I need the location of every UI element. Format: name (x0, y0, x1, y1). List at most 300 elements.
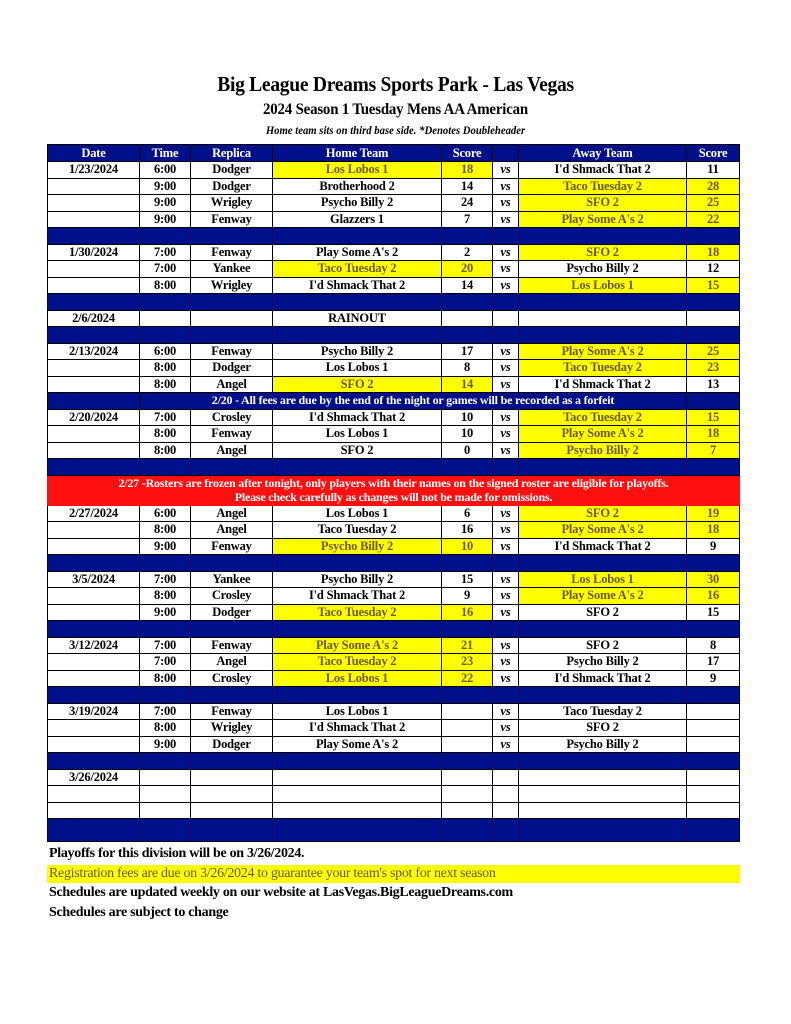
game-replica: Angel (191, 505, 273, 522)
away-team: Play Some A's 2 (519, 588, 687, 605)
away-score: 15 (687, 604, 740, 621)
divider-cell (442, 819, 493, 842)
game-row (48, 505, 740, 522)
game-row (48, 277, 740, 294)
column-header-away-team: Away Team (519, 145, 687, 162)
home-score: 15 (442, 571, 493, 588)
home-score: 10 (442, 426, 493, 443)
away-team: Los Lobos 1 (519, 277, 687, 294)
divider-cell (687, 621, 740, 638)
divider-cell (140, 294, 191, 311)
game-row (48, 637, 740, 654)
week-divider-row (48, 294, 740, 311)
divider-cell (140, 753, 191, 770)
game-time: 9:00 (140, 604, 191, 621)
divider-cell (273, 819, 442, 842)
game-replica: Wrigley (191, 277, 273, 294)
divider-cell (519, 621, 687, 638)
column-header-time: Time (140, 145, 191, 162)
home-score: 22 (442, 670, 493, 687)
divider-cell (519, 687, 687, 704)
divider-cell (493, 294, 519, 311)
away-team: Play Some A's 2 (519, 522, 687, 539)
home-team: Los Lobos 1 (273, 360, 442, 377)
vs-label: vs (493, 442, 519, 459)
away-team: Taco Tuesday 2 (519, 409, 687, 426)
game-row (48, 360, 740, 377)
game-date (48, 538, 140, 555)
divider-cell (273, 621, 442, 638)
away-score (687, 736, 740, 753)
game-time: 7:00 (140, 703, 191, 720)
game-replica: Fenway (191, 244, 273, 261)
divider-cell (140, 327, 191, 344)
away-team: I'd Shmack That 2 (519, 538, 687, 555)
game-date (48, 277, 140, 294)
divider-cell (140, 687, 191, 704)
away-score: 13 (687, 376, 740, 393)
disclaimer-note: Schedules are subject to change (49, 905, 229, 920)
home-team: I'd Shmack That 2 (273, 588, 442, 605)
divider-cell (48, 294, 140, 311)
divider-cell (493, 621, 519, 638)
away-score (687, 802, 740, 819)
divider-cell (442, 327, 493, 344)
home-team: Brotherhood 2 (273, 178, 442, 195)
game-date (48, 786, 140, 803)
home-team: Taco Tuesday 2 (273, 261, 442, 278)
game-date: 2/27/2024 (48, 505, 140, 522)
game-date: 2/13/2024 (48, 343, 140, 360)
vs-label: vs (493, 211, 519, 228)
divider-cell (191, 555, 273, 572)
game-date: 3/5/2024 (48, 571, 140, 588)
column-header-replica: Replica (191, 145, 273, 162)
away-team (519, 786, 687, 803)
game-time: 9:00 (140, 195, 191, 212)
home-score: 0 (442, 442, 493, 459)
away-team (519, 769, 687, 786)
game-date (48, 720, 140, 737)
game-date (48, 261, 140, 278)
away-team: SFO 2 (519, 720, 687, 737)
game-row (48, 343, 740, 360)
home-team: SFO 2 (273, 442, 442, 459)
away-score: 22 (687, 211, 740, 228)
game-date (48, 522, 140, 539)
divider-cell (493, 459, 519, 476)
vs-label: vs (493, 343, 519, 360)
game-date: 3/12/2024 (48, 637, 140, 654)
away-score: 19 (687, 505, 740, 522)
divider-cell (493, 687, 519, 704)
vs-label: vs (493, 178, 519, 195)
roster-alert-line: Please check carefully as changes will not be made for omissions. (234, 490, 553, 504)
vs-label: vs (493, 505, 519, 522)
game-time: 8:00 (140, 588, 191, 605)
home-team: Psycho Billy 2 (273, 343, 442, 360)
vs-label: vs (493, 571, 519, 588)
home-team: I'd Shmack That 2 (273, 409, 442, 426)
page-note: Home team sits on third base side. *Denotes Doubleheader (265, 125, 526, 137)
game-replica: Angel (191, 522, 273, 539)
home-team: Psycho Billy 2 (273, 538, 442, 555)
divider-cell (519, 294, 687, 311)
home-score (442, 310, 493, 327)
away-score (687, 310, 740, 327)
away-team: SFO 2 (519, 244, 687, 261)
away-team: Play Some A's 2 (519, 343, 687, 360)
game-row (48, 588, 740, 605)
divider-cell (48, 459, 140, 476)
game-row (48, 376, 740, 393)
game-time: 6:00 (140, 343, 191, 360)
game-row (48, 522, 740, 539)
rainout-label: RAINOUT (273, 310, 442, 327)
divider-cell (273, 327, 442, 344)
vs-label: vs (493, 538, 519, 555)
away-score: 28 (687, 178, 740, 195)
divider-cell (191, 228, 273, 245)
home-score: 6 (442, 505, 493, 522)
game-date (48, 360, 140, 377)
game-row (48, 736, 740, 753)
registration-note: Registration fees are due on 3/26/2024 to guarantee your team's spot for next season (47, 865, 740, 883)
divider-cell (191, 327, 273, 344)
home-team: Play Some A's 2 (273, 736, 442, 753)
away-team (519, 802, 687, 819)
game-date: 3/19/2024 (48, 703, 140, 720)
divider-cell (140, 819, 191, 842)
week-divider-row (48, 228, 740, 245)
home-score: 23 (442, 654, 493, 671)
game-replica (191, 802, 273, 819)
game-row (48, 654, 740, 671)
divider-cell (687, 819, 740, 842)
game-date (48, 736, 140, 753)
schedule-table (47, 144, 740, 842)
game-row (48, 786, 740, 803)
divider-cell (687, 555, 740, 572)
divider-cell (442, 459, 493, 476)
vs-label: vs (493, 426, 519, 443)
home-score: 7 (442, 211, 493, 228)
home-team: Taco Tuesday 2 (273, 522, 442, 539)
divider-cell (273, 459, 442, 476)
away-team: I'd Shmack That 2 (519, 376, 687, 393)
game-date (48, 442, 140, 459)
vs-label: vs (493, 195, 519, 212)
away-team: Psycho Billy 2 (519, 261, 687, 278)
away-team: Taco Tuesday 2 (519, 703, 687, 720)
away-team: SFO 2 (519, 505, 687, 522)
vs-cell (493, 769, 519, 786)
home-score: 8 (442, 360, 493, 377)
game-time: 6:00 (140, 162, 191, 179)
home-score: 24 (442, 195, 493, 212)
away-score: 18 (687, 522, 740, 539)
away-score (687, 703, 740, 720)
game-date (48, 426, 140, 443)
home-team: Taco Tuesday 2 (273, 604, 442, 621)
divider-cell (519, 459, 687, 476)
roster-alert (48, 475, 740, 505)
game-row (48, 703, 740, 720)
away-score: 7 (687, 442, 740, 459)
away-team: Taco Tuesday 2 (519, 178, 687, 195)
game-row (48, 720, 740, 737)
game-replica: Dodger (191, 162, 273, 179)
game-time: 7:00 (140, 637, 191, 654)
away-score: 17 (687, 654, 740, 671)
game-time: 9:00 (140, 538, 191, 555)
home-team: SFO 2 (273, 376, 442, 393)
game-time: 7:00 (140, 409, 191, 426)
table-header-row (48, 145, 740, 162)
home-score: 16 (442, 604, 493, 621)
away-score: 8 (687, 637, 740, 654)
week-divider-row (48, 327, 740, 344)
vs-label: vs (493, 720, 519, 737)
game-time (140, 310, 191, 327)
divider-cell (493, 753, 519, 770)
roster-alert-row (48, 475, 740, 505)
page-title: Big League Dreams Sports Park - Las Vegas (217, 72, 574, 96)
away-score: 12 (687, 261, 740, 278)
divider-cell (687, 327, 740, 344)
game-time: 8:00 (140, 442, 191, 459)
home-score: 14 (442, 376, 493, 393)
game-replica: Fenway (191, 637, 273, 654)
game-row (48, 261, 740, 278)
divider-cell (493, 555, 519, 572)
divider-cell (442, 228, 493, 245)
divider-cell (687, 459, 740, 476)
game-replica: Crosley (191, 588, 273, 605)
vs-label: vs (493, 162, 519, 179)
vs-label: vs (493, 277, 519, 294)
divider-cell (493, 327, 519, 344)
divider-cell (442, 555, 493, 572)
vs-label: vs (493, 409, 519, 426)
divider-cell (519, 819, 687, 842)
game-row (48, 538, 740, 555)
divider-cell (442, 753, 493, 770)
divider-cell (191, 753, 273, 770)
game-time (140, 786, 191, 803)
game-row (48, 670, 740, 687)
away-team: SFO 2 (519, 195, 687, 212)
vs-label: vs (493, 637, 519, 654)
fees-notice-row (48, 393, 740, 410)
away-team: Psycho Billy 2 (519, 654, 687, 671)
away-score: 25 (687, 343, 740, 360)
divider-cell (48, 819, 140, 842)
divider-cell (519, 327, 687, 344)
home-team: Play Some A's 2 (273, 637, 442, 654)
game-replica: Angel (191, 376, 273, 393)
home-team: Los Lobos 1 (273, 426, 442, 443)
game-replica: Angel (191, 654, 273, 671)
column-header-home-score: Score (442, 145, 493, 162)
divider-cell (48, 228, 140, 245)
game-date: 2/6/2024 (48, 310, 140, 327)
divider-cell (273, 687, 442, 704)
vs-label: vs (493, 244, 519, 261)
game-row (48, 211, 740, 228)
away-score: 16 (687, 588, 740, 605)
away-score: 25 (687, 195, 740, 212)
away-score (687, 720, 740, 737)
home-score: 18 (442, 162, 493, 179)
away-score: 30 (687, 571, 740, 588)
game-replica: Yankee (191, 261, 273, 278)
home-score (442, 703, 493, 720)
game-replica (191, 310, 273, 327)
home-score: 9 (442, 588, 493, 605)
column-header-vs (493, 145, 519, 162)
home-score: 17 (442, 343, 493, 360)
divider-cell (48, 687, 140, 704)
column-header-home-team: Home Team (273, 145, 442, 162)
game-time: 7:00 (140, 654, 191, 671)
game-time: 9:00 (140, 178, 191, 195)
home-score (442, 736, 493, 753)
away-score: 15 (687, 277, 740, 294)
notice-blank (687, 393, 740, 410)
home-score (442, 802, 493, 819)
game-date (48, 670, 140, 687)
game-replica: Fenway (191, 703, 273, 720)
away-team: I'd Shmack That 2 (519, 670, 687, 687)
rainout-row (48, 310, 740, 327)
away-score (687, 769, 740, 786)
vs-cell (493, 786, 519, 803)
home-score (442, 786, 493, 803)
week-divider-row (48, 687, 740, 704)
game-date: 3/26/2024 (48, 769, 140, 786)
away-score: 15 (687, 409, 740, 426)
game-replica: Yankee (191, 571, 273, 588)
away-score: 18 (687, 244, 740, 261)
week-divider-row (48, 621, 740, 638)
away-team: SFO 2 (519, 637, 687, 654)
divider-cell (273, 753, 442, 770)
game-time (140, 769, 191, 786)
divider-cell (48, 555, 140, 572)
playoffs-note: Playoffs for this division will be on 3/26/2024. (49, 846, 305, 861)
game-time: 8:00 (140, 277, 191, 294)
week-divider-row (48, 753, 740, 770)
game-date: 1/30/2024 (48, 244, 140, 261)
divider-cell (493, 819, 519, 842)
game-replica: Fenway (191, 211, 273, 228)
game-time: 8:00 (140, 720, 191, 737)
away-team: SFO 2 (519, 604, 687, 621)
game-replica: Angel (191, 442, 273, 459)
home-score: 10 (442, 538, 493, 555)
week-divider-row (48, 819, 740, 842)
away-score: 9 (687, 670, 740, 687)
game-date (48, 654, 140, 671)
game-date (48, 802, 140, 819)
game-date (48, 195, 140, 212)
divider-cell (140, 555, 191, 572)
away-score: 23 (687, 360, 740, 377)
home-team: Glazzers 1 (273, 211, 442, 228)
game-row (48, 571, 740, 588)
away-team: Play Some A's 2 (519, 211, 687, 228)
game-replica: Wrigley (191, 720, 273, 737)
game-time (140, 802, 191, 819)
divider-cell (687, 294, 740, 311)
home-score: 14 (442, 277, 493, 294)
divider-cell (687, 753, 740, 770)
game-date (48, 211, 140, 228)
home-team: I'd Shmack That 2 (273, 277, 442, 294)
game-date: 2/20/2024 (48, 409, 140, 426)
game-replica: Crosley (191, 670, 273, 687)
game-time: 8:00 (140, 360, 191, 377)
game-replica (191, 786, 273, 803)
game-row (48, 442, 740, 459)
home-team: Play Some A's 2 (273, 244, 442, 261)
game-row (48, 802, 740, 819)
game-time: 8:00 (140, 426, 191, 443)
home-team: Los Lobos 1 (273, 670, 442, 687)
game-date (48, 588, 140, 605)
game-time: 7:00 (140, 261, 191, 278)
game-replica: Dodger (191, 360, 273, 377)
home-team: Psycho Billy 2 (273, 571, 442, 588)
vs-label: vs (493, 654, 519, 671)
game-row (48, 162, 740, 179)
divider-cell (273, 294, 442, 311)
week-divider-row (48, 459, 740, 476)
home-team: Taco Tuesday 2 (273, 654, 442, 671)
divider-cell (519, 753, 687, 770)
game-replica: Fenway (191, 343, 273, 360)
divider-cell (442, 294, 493, 311)
game-time: 7:00 (140, 571, 191, 588)
divider-cell (48, 621, 140, 638)
away-team: Taco Tuesday 2 (519, 360, 687, 377)
divider-cell (687, 687, 740, 704)
fees-notice: 2/20 - All fees are due by the end of the night or games will be recorded as a forfeit (140, 393, 687, 410)
game-replica: Fenway (191, 538, 273, 555)
game-row (48, 426, 740, 443)
game-replica (191, 769, 273, 786)
home-score: 20 (442, 261, 493, 278)
vs-label: vs (493, 588, 519, 605)
home-team: Psycho Billy 2 (273, 195, 442, 212)
divider-cell (191, 459, 273, 476)
game-time: 9:00 (140, 211, 191, 228)
divider-cell (687, 228, 740, 245)
website-note: Schedules are updated weekly on our website at LasVegas.BigLeagueDreams.com (49, 885, 513, 900)
home-team (273, 769, 442, 786)
away-score: 9 (687, 538, 740, 555)
game-row (48, 244, 740, 261)
home-team: Los Lobos 1 (273, 703, 442, 720)
vs-label: vs (493, 261, 519, 278)
game-date (48, 604, 140, 621)
divider-cell (140, 621, 191, 638)
game-row (48, 604, 740, 621)
game-time: 7:00 (140, 244, 191, 261)
vs-cell (493, 802, 519, 819)
vs-label: vs (493, 376, 519, 393)
